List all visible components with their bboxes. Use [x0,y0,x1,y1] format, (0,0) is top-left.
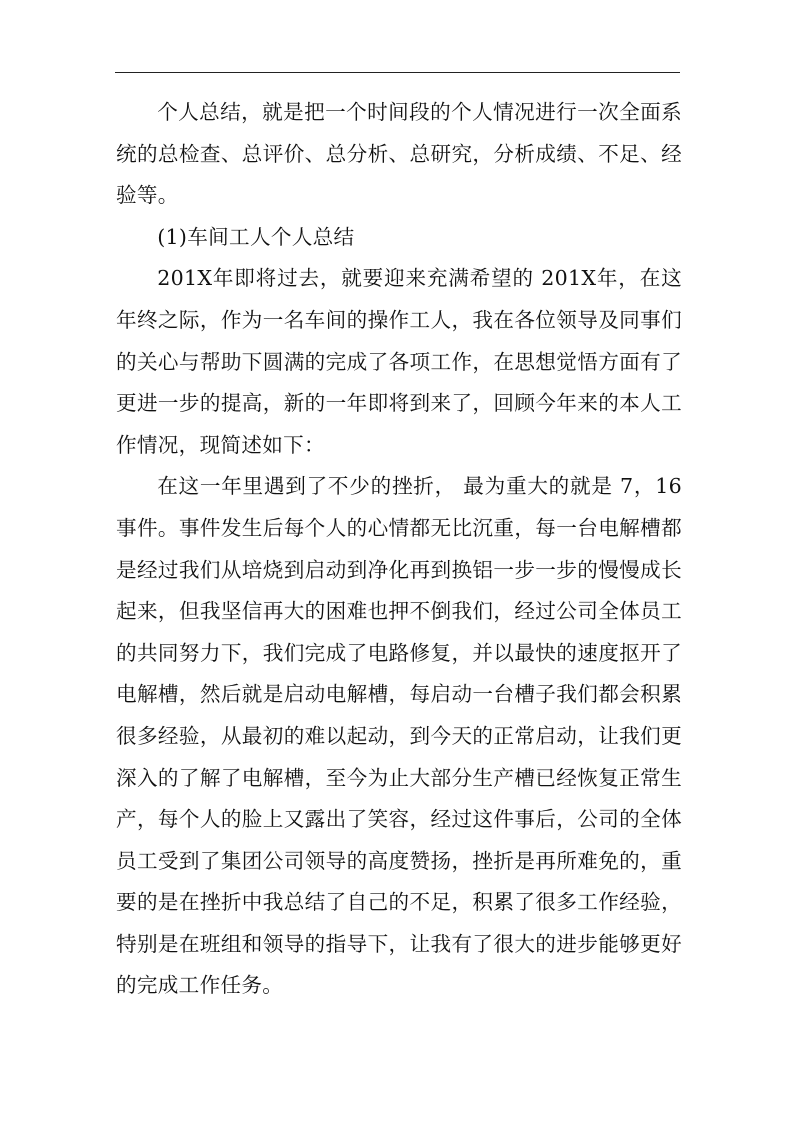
body-paragraph-2: 在这一年里遇到了不少的挫折， 最为重大的就是 7，16事件。事件发生后每个人的心情都无比沉重，每一台电解槽都是经过我们从培烧到启动到净化再到换铝一步一步的慢慢成长起来，但我坚信再大的困难也押不倒我们，经过公司全体员工的共同努力下，我们完成了电路修复，并以最快的速度抠开了电解槽，然后就是启动电解槽，每启动一台槽子我们都会积累很多经验，从最初的难以起动，到今天的正常启动，让我们更深入的了解了电解槽，至今为止大部分生产槽已经恢复正常生产，每个人的脸上又露出了笑容，经过这件事后，公司的全体员工受到了集团公司领导的高度赞扬，挫折是再所难免的，重要的是在挫折中我总结了自己的不足，积累了很多工作经验，特别是在班组和领导的指导下，让我有了很大的进步能够更好的完成工作任务。 [116,474,682,998]
body-paragraph-1: 201X年即将过去，就要迎来充满希望的 201X年，在这年终之际，作为一名车间的操作工人，我在各位领导及同事们的关心与帮助下圆满的完成了各项工作，在思想觉悟方面有了更进一步的提高，新的一年即将到来了，回顾今年来的本人工作情况，现简述如下： [116,266,682,457]
intro-paragraph: 个人总结，就是把一个时间段的个人情况进行一次全面系统的总检查、总评价、总分析、总研究，分析成绩、不足、经验等。 [116,100,682,208]
document-body [116,92,682,1007]
section-heading: (1)车间工人个人总结 [157,224,355,249]
header-rule [115,72,680,73]
